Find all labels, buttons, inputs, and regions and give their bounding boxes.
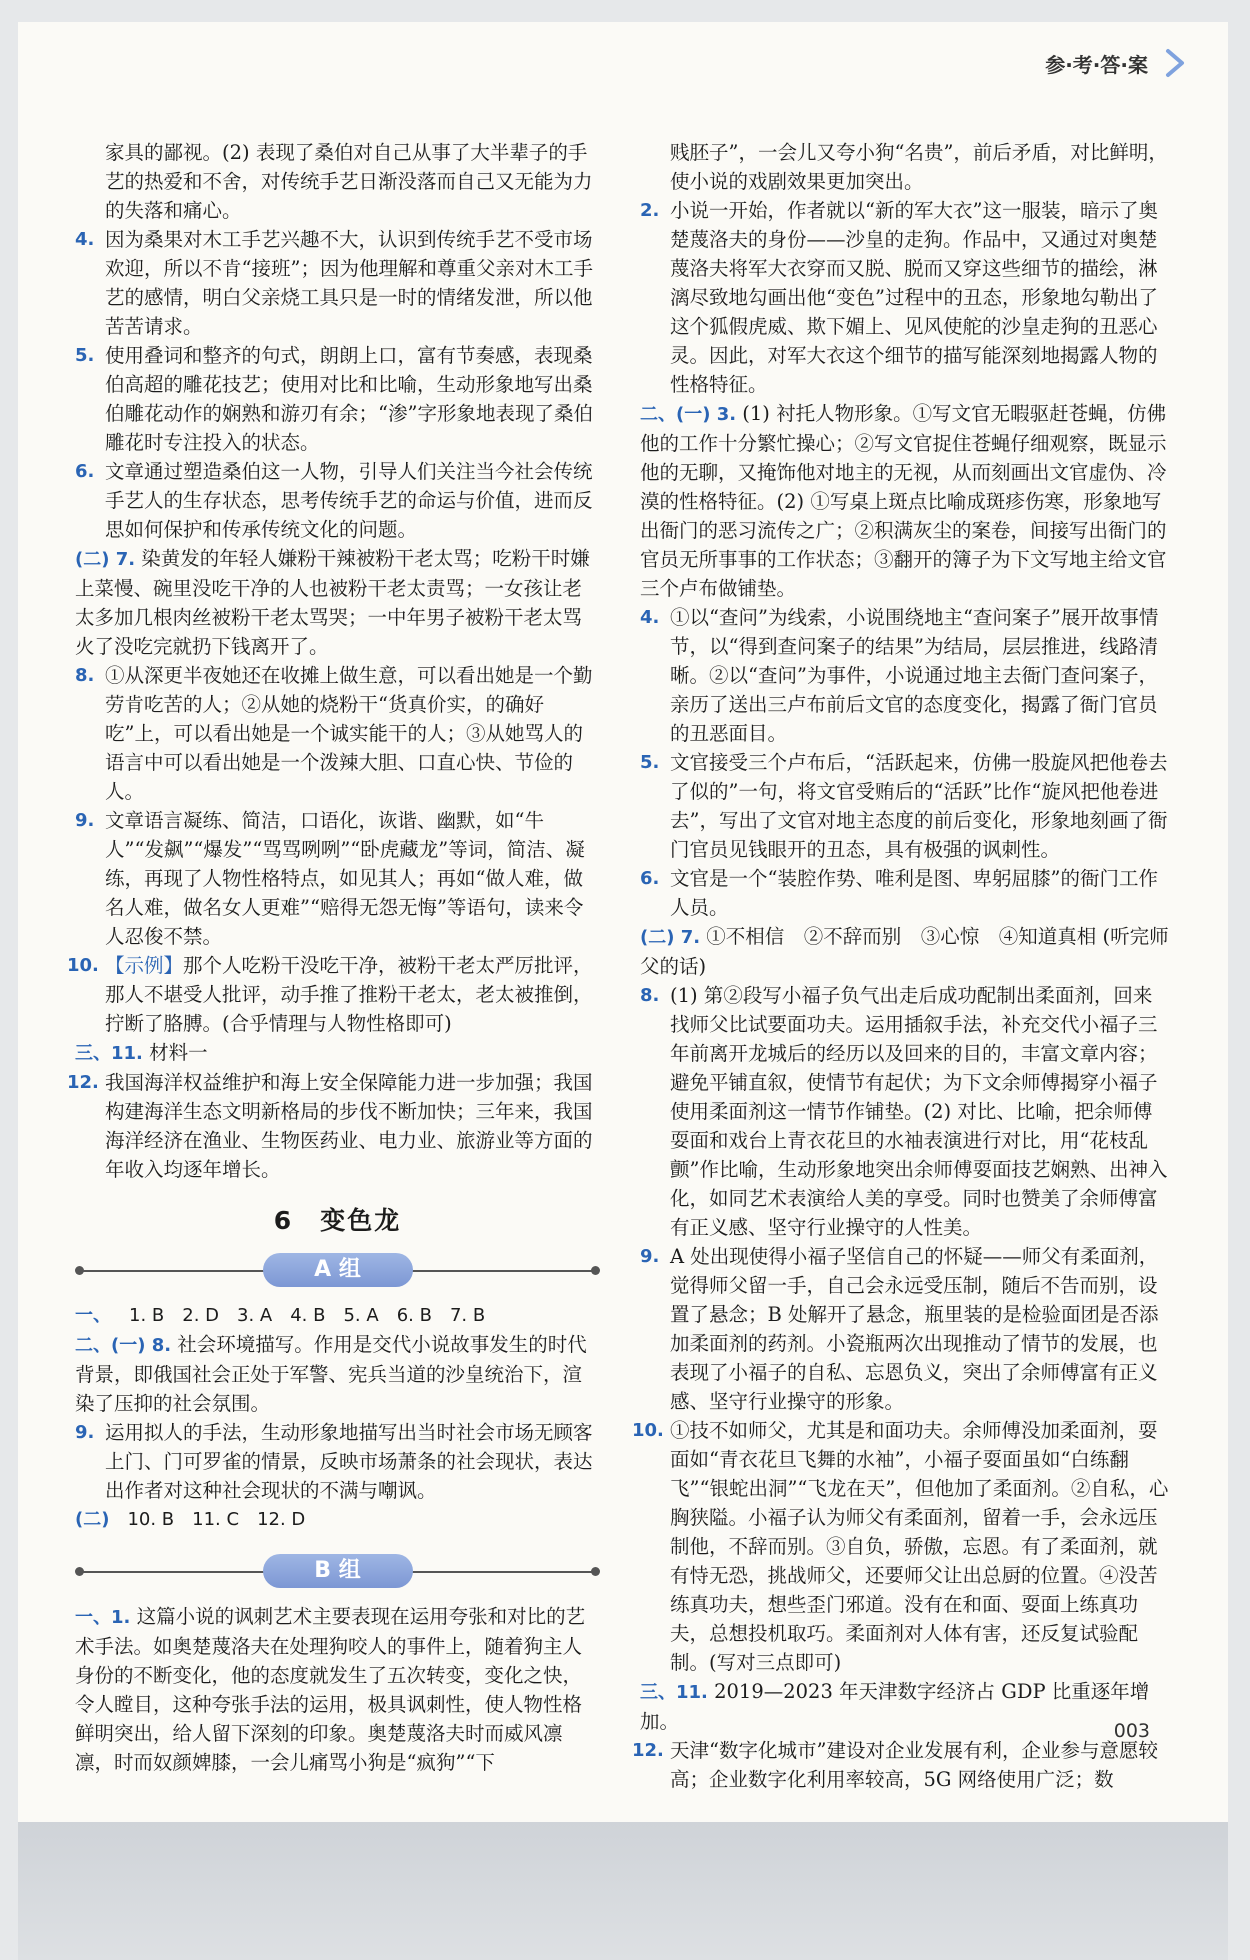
- group-b-label: B 组: [263, 1554, 413, 1588]
- mc-item: 6. B: [396, 1305, 432, 1326]
- mc-item: 3. A: [237, 1305, 273, 1326]
- answer-9: 9. 文章语言凝练、简洁，口语化，诙谐、幽默，如“牛人”“发飙”“爆发”“骂骂咧咧”“卧虎藏龙”等词，简洁、凝练，再现了人物性格特点，如见其人；再如“做人难，做名人难，做名女人更难”“赔得无怨无悔”等语句，读来令人忍俊不禁。: [75, 809, 585, 948]
- answer-continued-right: 贱胚子”，一会儿又夸小狗“名贵”，前后矛盾，对比鲜明，使小说的戏剧效果更加突出。: [670, 141, 1168, 193]
- chevron-right-icon: [1160, 48, 1190, 78]
- answer-r9: 9. A 处出现使得小福子坚信自己的怀疑——师父有柔面剂，觉得师父留一手，自己会永远受压制，随后不告而别，设置了悬念；B 处解开了悬念，瓶里装的是检验面团是否添加柔面剂的药剂。小瓷瓶两次出现推动了情节的发展，也表现了小福子的自私、忘恩负义，突出了余师傅富有正义感、坚守行业操守的形象。: [640, 1245, 1159, 1413]
- mc-item: 11. C: [192, 1509, 240, 1530]
- mc-item: 2. D: [182, 1305, 220, 1326]
- answer-r12: 12. 天津“数字化城市”建设对企业发展有利，企业参与意愿较高；企业数字化利用率较高，5G 网络使用广泛；数: [632, 1739, 1158, 1791]
- answer-r8: 8. (1) 第②段写小福子负气出走后成功配制出柔面剂，回来找师父比试要面功夫。运用插叙手法，补充交代小福子三年前离开龙城后的经历以及回来的目的，丰富文章内容；避免平铺直叙，使情节有起伏；为下文余师傅揭穿小福子使用柔面剂这一情节作铺垫。(2) 对比、比喻，把余师傅耍面和戏台上青衣花旦的水袖表演进行对比，用“花枝乱颤”作比喻，生动形象地突出余师傅耍面技艺娴熟、出神入化，如同艺术表演给人美的享受。同时也赞美了余师傅富有正义感、坚守行业操守的人性美。: [640, 984, 1168, 1239]
- answer-4: 4. 因为桑果对木工手艺兴趣不大，认识到传统手艺不受市场欢迎，所以不肯“接班”；因为他理解和尊重父亲对木工手艺的感情，明白父亲烧工具只是一时的情绪发泄，所以他苦苦请求。: [75, 228, 593, 338]
- mc-answers: 一、 1. B 2. D 3. A 4. B 5. A 6. B 7. B: [75, 1301, 600, 1330]
- answer-r3: 二、(一) 3. (1) 衬托人物形象。①写文官无暇驱赶苍蝇，仿佛他的工作十分繁忙操心；②写文官捉住苍蝇仔细观察，既显示他的无聊，又掩饰他对地主的无视，从而刻画出文官虚伪、冷漠的性格特征。(2) ①写桌上斑点比喻成斑疹伤寒，形象地写出衙门的恶习流传之广；②积满灰尘的案卷，间接写出衙门的官员无所事事的工作状态；③翻开的簿子为下文写地主给文官三个卢布做铺垫。: [640, 402, 1167, 600]
- answer-r2: 2. 小说一开始，作者就以“新的军大衣”这一服装，暗示了奥楚蔑洛夫的身份——沙皇的走狗。作品中，又通过对奥楚蔑洛夫将军大衣穿而又脱、脱而又穿这些细节的描绘，淋漓尽致地勾画出他“变色”过程中的丑态，形象地勾勒出了这个狐假虎威、欺下媚上、见风使舵的沙皇走狗的丑恶心灵。因此，对军大衣这个细节的描写能深刻地揭露人物的性格特征。: [640, 199, 1158, 396]
- mc-item: 12. D: [257, 1509, 306, 1530]
- answer-r4: 4. ①以“查问”为线索，小说围绕地主“查问案子”展开故事情节，以“得到查问案子的结果”为结局，层层推进，线路清晰。②以“查问”为事件，小说通过地主去衙门查问案子，亲历了送出三卢布前后文官的态度变化，揭露了衙门官员的丑恶面目。: [640, 606, 1159, 745]
- page-bottom-shadow: [18, 1822, 1228, 1960]
- mc-item: 10. B: [127, 1509, 175, 1530]
- answer-5: 5. 使用叠词和整齐的句式，朗朗上口，富有节奏感，表现桑伯高超的雕花技艺；使用对比和比喻，生动形象地写出桑伯雕花动作的娴熟和游刃有余；“渗”字形象地表现了桑伯雕花时专注投入的状态。: [75, 344, 593, 454]
- mc-item: 7. B: [449, 1305, 486, 1326]
- answer-10: 10. 【示例】那个人吃粉干没吃干净，被粉干老太严厉批评，那人不堪受人批评，动手推了推粉干老太，老太被推倒，拧断了胳膊。(合乎情理与人物性格即可): [67, 954, 593, 1035]
- section-title: 6 变色龙: [273, 1206, 402, 1235]
- group-a-divider: [75, 1251, 600, 1291]
- answer-a8: 二、(一) 8. 社会环境描写。作用是交代小说故事发生的时代背景，即俄国社会正处于军警、宪兵当道的沙皇统治下，渲染了压抑的社会氛围。: [75, 1333, 587, 1415]
- answer-continued: 家具的鄙视。(2) 表现了桑伯对自己从事了大半辈子的手艺的热爱和不舍，对传统手艺日渐没落而自己又无能为力的失落和痛心。: [105, 141, 593, 222]
- answer-r5: 5. 文官接受三个卢布后，“活跃起来，仿佛一股旋风把他卷去了似的”一句，将文官受贿后的“活跃”比作“旋风把他卷进去”，写出了文官对地主态度的前后变化，形象地刻画了衙门官员见钱眼开的丑态，具有极强的讽刺性。: [640, 751, 1168, 861]
- group-a-label: A 组: [263, 1253, 413, 1287]
- answer-6: 6. 文章通过塑造桑伯这一人物，引导人们关注当今社会传统手艺人的生存状态，思考传统手艺的命运与价值，进而反思如何保护和传承传统文化的问题。: [75, 460, 593, 541]
- mc-item: 1. B: [129, 1305, 165, 1326]
- answer-r6: 6. 文官是一个“装腔作势、唯利是图、卑躬屈膝”的衙门工作人员。: [640, 867, 1158, 919]
- answer-8: 8. ①从深更半夜她还在收摊上做生意，可以看出她是一个勤劳肯吃苦的人；②从她的烧粉干“货真价实，的确好吃”上，可以看出她是一个诚实能干的人；③从她骂人的语言中可以看出她是一个泼辣大胆、口直心快、节俭的人。: [75, 664, 593, 803]
- page-header: [1045, 48, 1190, 78]
- mc-item: 5. A: [343, 1305, 379, 1326]
- answer-b1: 一、1. 这篇小说的讽刺艺术主要表现在运用夸张和对比的艺术手法。如奥楚蔑洛夫在处理狗咬人的事件上，随着狗主人身份的不断变化，他的态度就发生了五次转变，变化之快，令人瞠目，这种夸张手法的运用，极具讽刺性，使人物性格鲜明突出，给人留下深刻的印象。奥楚蔑洛夫时而威风凛凛，时而奴颜婢膝，一会儿痛骂小狗是“疯狗”“下: [75, 1605, 586, 1774]
- group-b-divider: [75, 1552, 600, 1592]
- right-column: [632, 138, 1170, 1794]
- answer-a9: 9. 运用拟人的手法，生动形象地描写出当时社会市场无顾客上门、门可罗雀的情景，反映市场萧条的社会现状，表达出作者对这种社会现状的不满与嘲讽。: [75, 1421, 593, 1502]
- header-label: 参·考·答·案: [1045, 52, 1148, 77]
- page-number: 003: [1113, 1720, 1150, 1742]
- mc-item: 4. B: [290, 1305, 326, 1326]
- answers-10-12: (二) 10. B 11. C 12. D: [75, 1505, 600, 1534]
- answer-r7: (二) 7. ①不相信 ②不辞而别 ③心惊 ④知道真相 (听完师父的话): [640, 925, 1169, 978]
- answer-11: 三、11. 材料一: [75, 1041, 208, 1064]
- answer-7: (二) 7. 染黄发的年轻人嫌粉干辣被粉干老太骂；吃粉干时嫌上菜慢、碗里没吃干净的人也被粉干老太责骂；一女孩让老太多加几根肉丝被粉干老太骂哭；一中年男子被粉干老太骂火了没吃完就扔下钱离开了。: [75, 547, 590, 658]
- answer-12: 12. 我国海洋权益维护和海上安全保障能力进一步加强；我国构建海洋生态文明新格局的步伐不断加快；三年来，我国海洋经济在渔业、生物医药业、电力业、旅游业等方面的年收入均逐年增长。: [67, 1071, 593, 1181]
- left-column: [67, 138, 600, 1777]
- answer-r11: 三、11. 2019—2023 年天津数字经济占 GDP 比重逐年增加。: [640, 1680, 1150, 1733]
- answer-r10: 10. ①技不如师父，尤其是和面功夫。余师傅没加柔面剂，耍面如“青衣花旦飞舞的水袖”，小福子耍面虽如“白练翻飞”“银蛇出洞”“飞龙在天”，但他加了柔面剂。②自私，心胸狭隘。小福子认为师父有柔面剂，留着一手，会永远压制他，不辞而别。③自负，骄傲，忘恩。有了柔面剂，就有恃无恐，挑战师父，还要师父让出总厨的位置。④没苦练真功夫，想些歪门邪道。没有在和面、耍面上练真功夫，总想投机取巧。柔面剂对人体有害，还反复试验配制。(写对三点即可): [632, 1419, 1169, 1674]
